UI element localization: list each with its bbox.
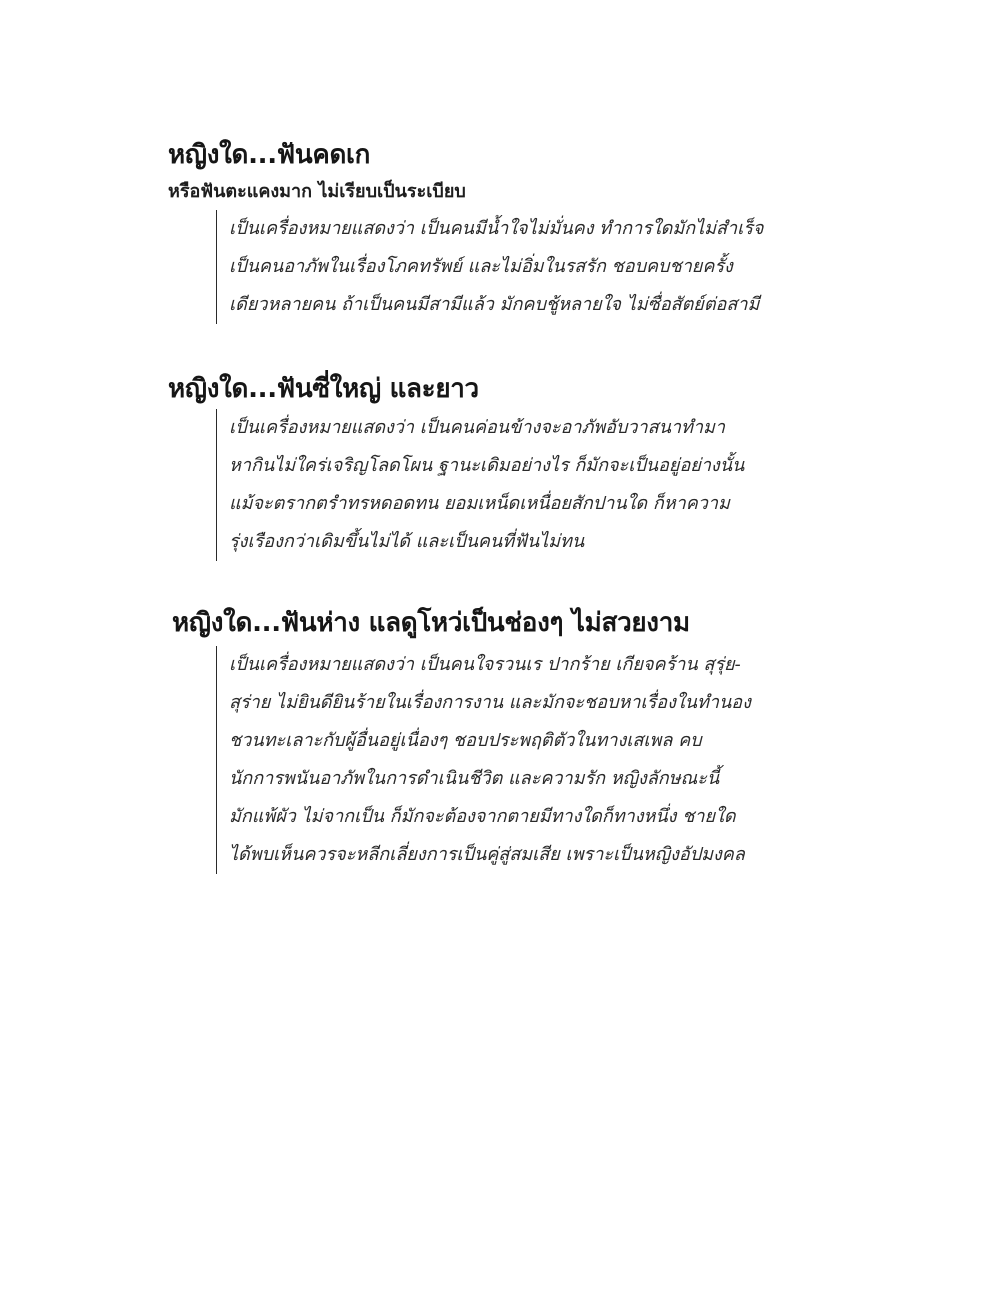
body-line: เป็นเครื่องหมายแสดงว่า เป็นคนใจรวนเร ปากร้าย เกียจคร้าน สุรุ่ย- xyxy=(229,654,741,675)
section-body xyxy=(216,409,829,561)
section-body xyxy=(216,210,829,324)
body-line: มักแพ้ผัว ไม่จากเป็น ก็มักจะต้องจากตายมีทางใดก็ทางหนึ่ง ชายใด xyxy=(229,806,736,827)
section-heading: หญิงใด...ฟันคดเก xyxy=(168,140,371,170)
body-line: แม้จะตรากตรำทรหดอดทน ยอมเหน็ดเหนื่อยสักปานใด ก็หาความ xyxy=(229,493,730,514)
body-line: ชวนทะเลาะกับผู้อื่นอยู่เนื่องๆ ชอบประพฤติตัวในทางเสเพล คบ xyxy=(229,730,702,751)
section-heading: หญิงใด...ฟันห่าง แลดูโหว่เป็นช่องๆ ไม่สวยงาม xyxy=(172,608,690,638)
body-line: สุร่าย ไม่ยินดียินร้ายในเรื่องการงาน และมักจะชอบหาเรื่องในทำนอง xyxy=(229,692,751,713)
section-subheading: หรือฟันตะแคงมาก ไม่เรียบเป็นระเบียบ xyxy=(168,181,466,202)
body-line: เป็นคนอาภัพในเรื่องโภคทรัพย์ และไม่อิ่มในรสรัก ชอบคบชายครั้ง xyxy=(229,256,733,277)
body-line: หากินไม่ใคร่เจริญโลดโผน ฐานะเดิมอย่างไร ก็มักจะเป็นอยู่อย่างนั้น xyxy=(229,455,745,476)
body-line: ได้พบเห็นควรจะหลีกเลี่ยงการเป็นคู่สู่สมเสีย เพราะเป็นหญิงอัปมงคล xyxy=(229,844,745,865)
body-line: เป็นเครื่องหมายแสดงว่า เป็นคนค่อนข้างจะอาภัพอับวาสนาทำมา xyxy=(229,417,725,438)
section-heading: หญิงใด...ฟันซี่ใหญ่ และยาว xyxy=(168,374,479,404)
body-line: เดียวหลายคน ถ้าเป็นคนมีสามีแล้ว มักคบชู้หลายใจ ไม่ซื่อสัตย์ต่อสามี xyxy=(229,294,760,315)
body-line: เป็นเครื่องหมายแสดงว่า เป็นคนมีน้ำใจไม่มั่นคง ทำการใดมักไม่สำเร็จ xyxy=(229,218,764,239)
section-body xyxy=(216,646,829,874)
body-line: รุ่งเรืองกว่าเดิมขึ้นไม่ได้ และเป็นคนที่ฟันไม่ทน xyxy=(229,531,585,552)
body-line: นักการพนันอาภัพในการดำเนินชีวิต และความรัก หญิงลักษณะนี้ xyxy=(229,768,720,789)
